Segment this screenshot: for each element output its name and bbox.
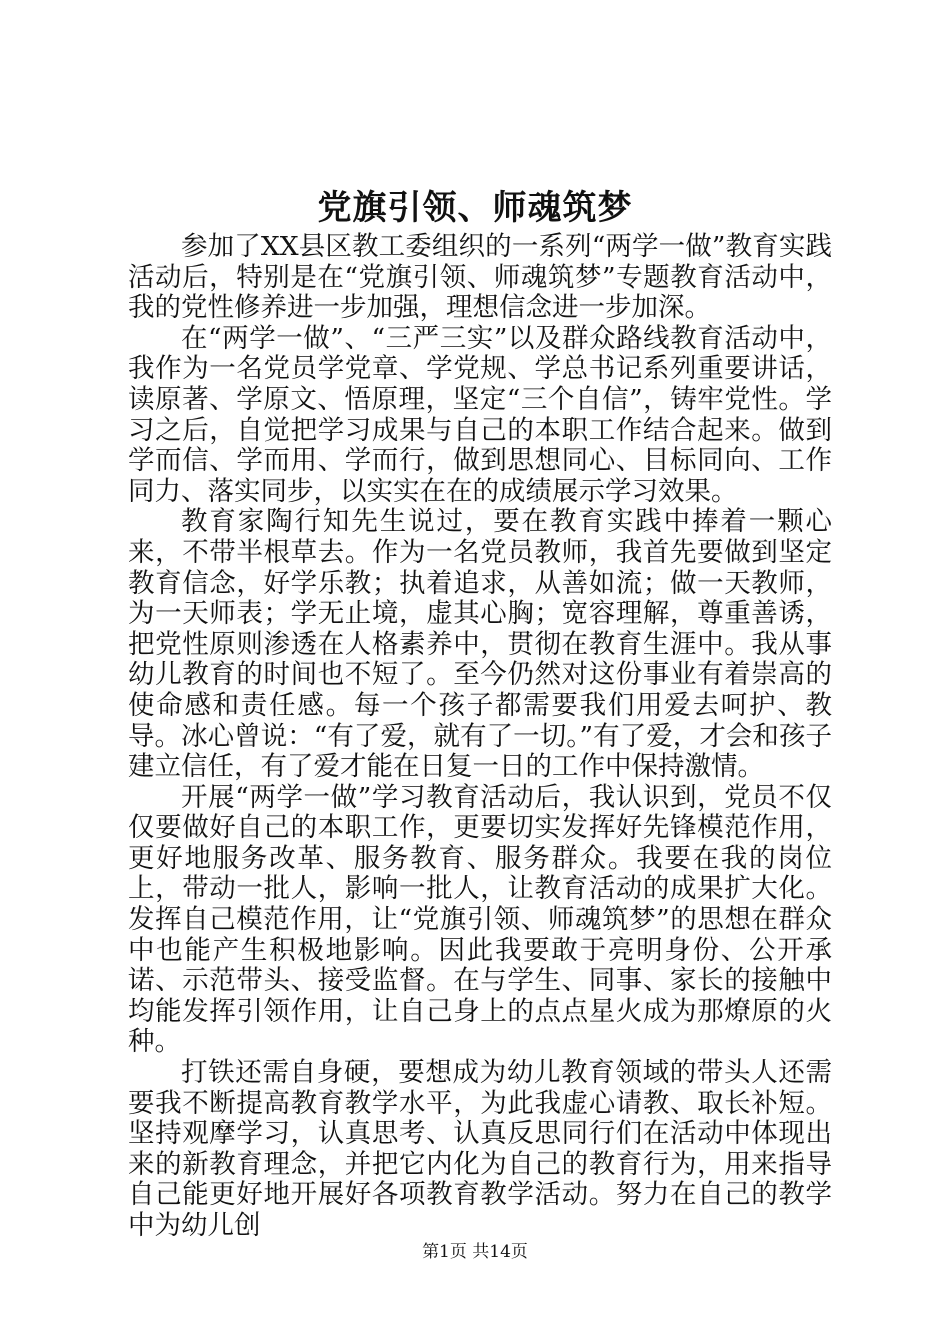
paragraph-1: 参加了XX县区教工委组织的一系列“两学一做”教育实践活动后，特别是在“党旗引领、师魂筑梦”专题教育活动中，我的党性修养进一步加强，理想信念进一步加深。 [128,231,832,324]
paragraph-2: 在“两学一做”、“三严三实”以及群众路线教育活动中，我作为一名党员学党章、学党规、学总书记系列重要讲话，读原著、学原文、悟原理，坚定“三个自信”，铸牢党性。学习之后，自觉把学习成果与自己的本职工作结合起来。做到学而信、学而用、学而行，做到思想同心、目标同向、工作同力、落实同步，以实实在在的成绩展示学习效果。 [128,322,832,507]
page-number-footer: 第1页 共14页 [422,1242,528,1262]
document-body [128,232,832,1242]
document-title: 党旗引领、师魂筑梦 [317,188,633,228]
paragraph-3: 教育家陶行知先生说过，要在教育实践中捧着一颗心来，不带半根草去。作为一名党员教师，我首先要做到坚定教育信念，好学乐教；执着追求，从善如流；做一天教师，为一天师表；学无止境，虚其心胸；宽容理解，尊重善诱，把党性原则渗透在人格素养中，贯彻在教育生涯中。我从事幼儿教育的时间也不短了。至今仍然对这份事业有着崇高的使命感和责任感。每一个孩子都需要我们用爱去呵护、教导。冰心曾说：“有了爱，就有了一切。”有了爱，才会和孩子建立信任，有了爱才能在日复一日的工作中保持激情。 [128,506,832,783]
paragraph-5: 打铁还需自身硬，要想成为幼儿教育领域的带头人还需要我不断提高教育教学水平，为此我虚心请教、取长补短。坚持观摩学习，认真思考、认真反思同行们在活动中体现出来的新教育理念，并把它内化为自己的教育行为，用来指导自己能更好地开展好各项教育教学活动。努力在自己的教学中为幼儿创 [128,1057,832,1241]
paragraph-4: 开展“两学一做”学习教育活动后，我认识到，党员不仅仅要做好自己的本职工作，更要切实发挥好先锋模范作用，更好地服务改革、服务教育、服务群众。我要在我的岗位上，带动一批人，影响一批人，让教育活动的成果扩大化。发挥自己模范作用，让“党旗引领、师魂筑梦”的思想在群众中也能产生积极地影响。因此我要敢于亮明身份、公开承诺、示范带头、接受监督。在与学生、同事、家长的接触中均能发挥引领作用，让自己身上的点点星火成为那燎原的火种。 [128,781,832,1058]
